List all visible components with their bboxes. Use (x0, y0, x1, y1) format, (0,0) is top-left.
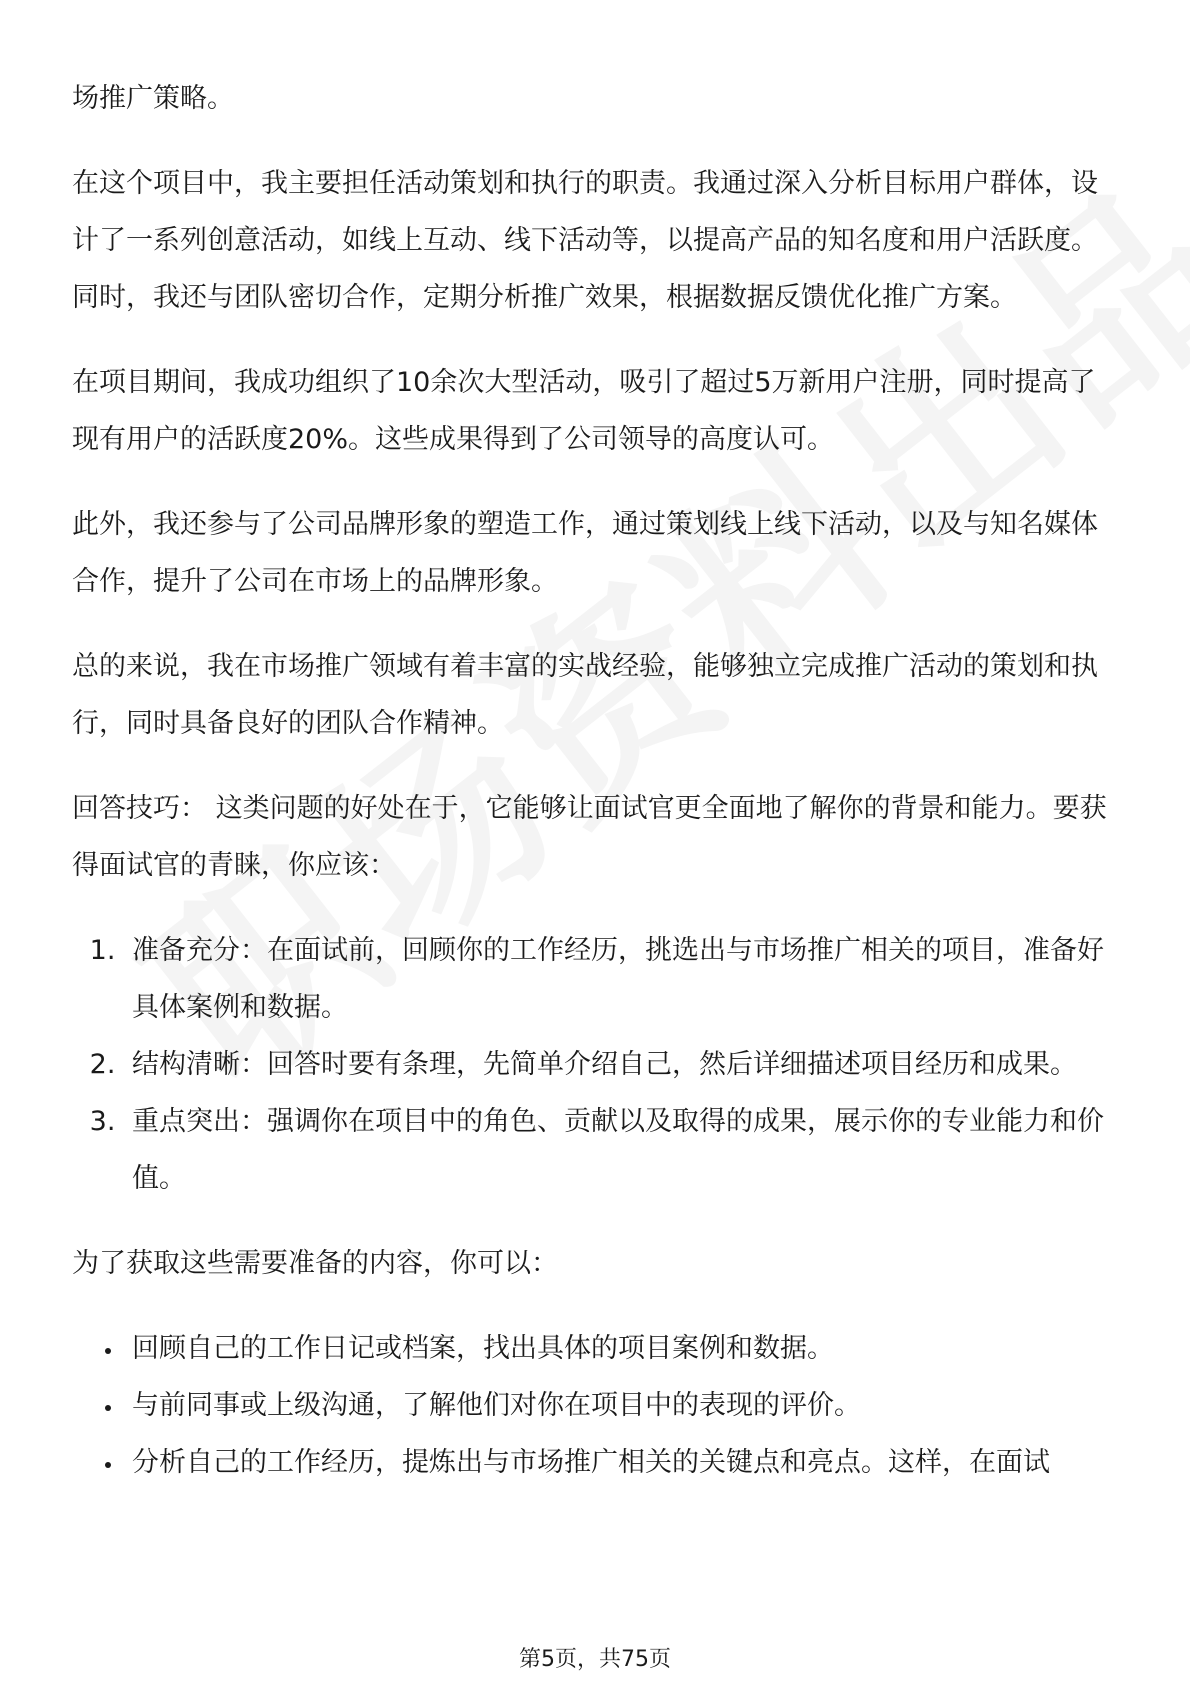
paragraph-preparation: 为了获取这些需要准备的内容，你可以： (72, 1248, 558, 1279)
list-item: 2. 结构清晰：回答时要有条理，先简单介绍自己，然后详细描述项目经历和成果。 (124, 1036, 1122, 1093)
paragraph-continuation: 场推广策略。 (72, 83, 234, 114)
paragraph-brand: 此外，我还参与了公司品牌形象的塑造工作，通过策划线上线下活动，以及与知名媒体合作，提升了公司在市场上的品牌形象。 (72, 509, 1098, 597)
paragraph-answer-tips: 回答技巧： 这类问题的好处在于，它能够让面试官更全面地了解你的背景和能力。要获得面试官的青睐，你应该： (72, 793, 1107, 881)
list-item: 1. 准备充分：在面试前，回顾你的工作经历，挑选出与市场推广相关的项目，准备好具体案例和数据。 (124, 922, 1122, 1036)
paragraph-results: 在项目期间，我成功组织了10余次大型活动，吸引了超过5万新用户注册，同时提高了现有用户的活跃度20%。这些成果得到了公司领导的高度认可。 (72, 367, 1096, 455)
list-item: • 与前同事或上级沟通，了解他们对你在项目中的表现的评价。 (124, 1377, 1122, 1434)
paragraph-role: 在这个项目中，我主要担任活动策划和执行的职责。我通过深入分析目标用户群体，设计了一系列创意活动，如线上互动、线下活动等，以提高产品的知名度和用户活跃度。同时，我还与团队密切合作，定期分析推广效果，根据数据反馈优化推广方案。 (72, 168, 1098, 313)
page-number: 第5页，共75页 (519, 1647, 671, 1672)
list-item: • 回顾自己的工作日记或档案，找出具体的项目案例和数据。 (124, 1320, 1122, 1377)
list-item: 3. 重点突出：强调你在项目中的角色、贡献以及取得的成果，展示你的专业能力和价值。 (124, 1093, 1122, 1207)
paragraph-summary: 总的来说，我在市场推广领域有着丰富的实战经验，能够独立完成推广活动的策划和执行，同时具备良好的团队合作精神。 (72, 651, 1098, 739)
preparation-list (72, 1320, 1122, 1491)
document-body (72, 70, 1122, 1519)
list-item: • 分析自己的工作经历，提炼出与市场推广相关的关键点和亮点。这样，在面试 (124, 1434, 1122, 1491)
tips-list (72, 922, 1122, 1207)
